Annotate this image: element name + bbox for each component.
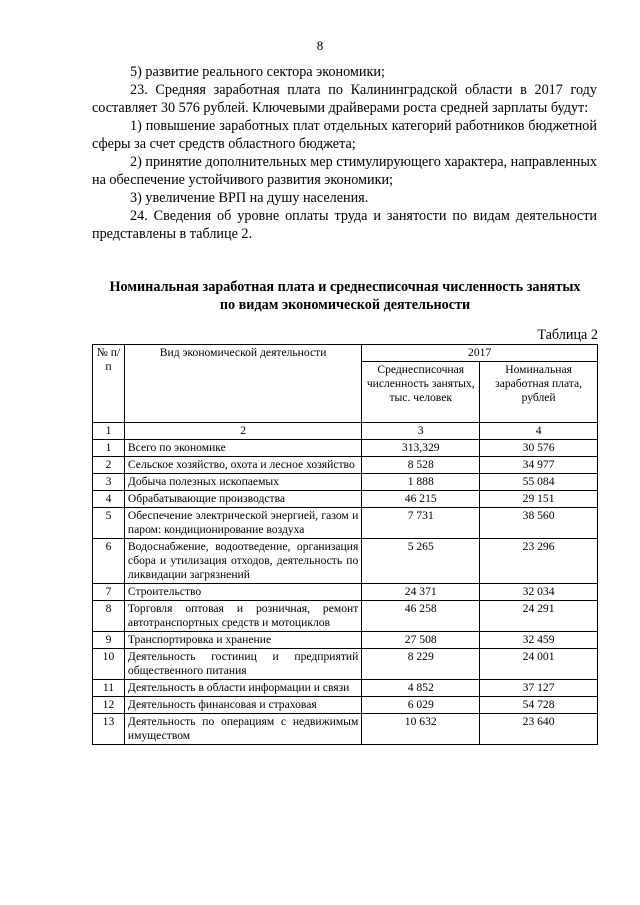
row-wage: 24 291	[480, 601, 598, 632]
table-row	[93, 440, 598, 457]
row-number: 5	[93, 508, 125, 539]
page-number: 8	[316, 38, 324, 53]
header-wage: Номинальная заработная плата, рублей	[480, 362, 598, 423]
table-row	[93, 508, 598, 539]
row-number: 7	[93, 584, 125, 601]
row-employment: 7 731	[362, 508, 480, 539]
table-row	[93, 680, 598, 697]
table-row	[93, 649, 598, 680]
table-row	[93, 474, 598, 491]
paragraph: 23. Средняя заработная плата по Калининградской области в 2017 году составляет 30 576 рублей. Ключевыми драйверами роста средней зарплаты будут:	[92, 82, 597, 116]
column-number-row	[93, 423, 598, 440]
row-number: 13	[93, 714, 125, 745]
row-wage: 55 084	[480, 474, 598, 491]
row-wage: 32 459	[480, 632, 598, 649]
row-employment: 4 852	[362, 680, 480, 697]
row-activity: Обеспечение электрической энергией, газом и паром: кондиционирование воздуха	[124, 508, 361, 539]
row-employment: 313,329	[362, 440, 480, 457]
col-number: 1	[93, 423, 125, 440]
header-activity: Вид экономической деятельности	[124, 345, 361, 423]
col-number: 4	[480, 423, 598, 440]
body-text	[92, 63, 597, 243]
header-year: 2017	[362, 345, 598, 362]
header-num: № п/п	[93, 345, 125, 423]
row-activity: Деятельность финансовая и страховая	[124, 697, 361, 714]
row-number: 3	[93, 474, 125, 491]
row-wage: 23 640	[480, 714, 598, 745]
table-row	[93, 457, 598, 474]
row-number: 2	[93, 457, 125, 474]
table-row	[93, 584, 598, 601]
row-number: 4	[93, 491, 125, 508]
row-employment: 5 265	[362, 539, 480, 584]
col-number: 2	[124, 423, 361, 440]
row-employment: 6 029	[362, 697, 480, 714]
row-wage: 54 728	[480, 697, 598, 714]
row-activity: Деятельность в области информации и связи	[124, 680, 361, 697]
row-activity: Торговля оптовая и розничная, ремонт автотранспортных средств и мотоциклов	[124, 601, 361, 632]
row-number: 1	[93, 440, 125, 457]
paragraph: 5) развитие реального сектора экономики;	[130, 64, 385, 80]
row-number: 9	[93, 632, 125, 649]
paragraph: 1) повышение заработных плат отдельных категорий работников бюджетной сферы за счет средств областного бюджета;	[92, 118, 597, 152]
row-wage: 30 576	[480, 440, 598, 457]
row-activity: Строительство	[124, 584, 361, 601]
table-row	[93, 697, 598, 714]
row-activity: Добыча полезных ископаемых	[124, 474, 361, 491]
row-activity: Всего по экономике	[124, 440, 361, 457]
row-activity: Сельское хозяйство, охота и лесное хозяйство	[124, 457, 361, 474]
paragraph: 24. Сведения об уровне оплаты труда и занятости по видам деятельности представлены в таблице 2.	[92, 208, 597, 242]
header-employment: Среднесписочная численность занятых, тыс. человек	[362, 362, 480, 423]
table-row	[93, 491, 598, 508]
table-title-line: по видам экономической деятельности	[219, 297, 471, 313]
row-employment: 46 258	[362, 601, 480, 632]
col-number: 3	[362, 423, 480, 440]
row-activity: Водоснабжение, водоотведение, организация сбора и утилизация отходов, деятельность по ликвидации загрязнений	[124, 539, 361, 584]
table-label: Таблица 2	[537, 327, 598, 343]
row-activity: Деятельность гостиниц и предприятий общественного питания	[124, 649, 361, 680]
table-row	[93, 632, 598, 649]
row-employment: 27 508	[362, 632, 480, 649]
table-header-row	[93, 345, 598, 362]
table-title-line: Номинальная заработная плата и среднесписочная численность занятых	[109, 279, 581, 295]
table-row	[93, 539, 598, 584]
row-number: 12	[93, 697, 125, 714]
row-wage: 23 296	[480, 539, 598, 584]
row-wage: 24 001	[480, 649, 598, 680]
row-employment: 1 888	[362, 474, 480, 491]
row-wage: 29 151	[480, 491, 598, 508]
row-wage: 34 977	[480, 457, 598, 474]
table-row	[93, 601, 598, 632]
row-number: 10	[93, 649, 125, 680]
row-activity: Транспортировка и хранение	[124, 632, 361, 649]
row-employment: 8 528	[362, 457, 480, 474]
row-number: 11	[93, 680, 125, 697]
table-title	[80, 278, 610, 314]
row-number: 6	[93, 539, 125, 584]
row-employment: 46 215	[362, 491, 480, 508]
data-table	[92, 344, 598, 745]
row-activity: Обрабатывающие производства	[124, 491, 361, 508]
row-activity: Деятельность по операциям с недвижимым имуществом	[124, 714, 361, 745]
row-employment: 8 229	[362, 649, 480, 680]
paragraph: 3) увеличение ВРП на душу населения.	[130, 190, 369, 206]
table-row	[93, 714, 598, 745]
row-employment: 24 371	[362, 584, 480, 601]
row-wage: 37 127	[480, 680, 598, 697]
row-number: 8	[93, 601, 125, 632]
row-employment: 10 632	[362, 714, 480, 745]
row-wage: 32 034	[480, 584, 598, 601]
row-wage: 38 560	[480, 508, 598, 539]
paragraph: 2) принятие дополнительных мер стимулирующего характера, направленных на обеспечение устойчивого развития экономики;	[92, 154, 598, 188]
